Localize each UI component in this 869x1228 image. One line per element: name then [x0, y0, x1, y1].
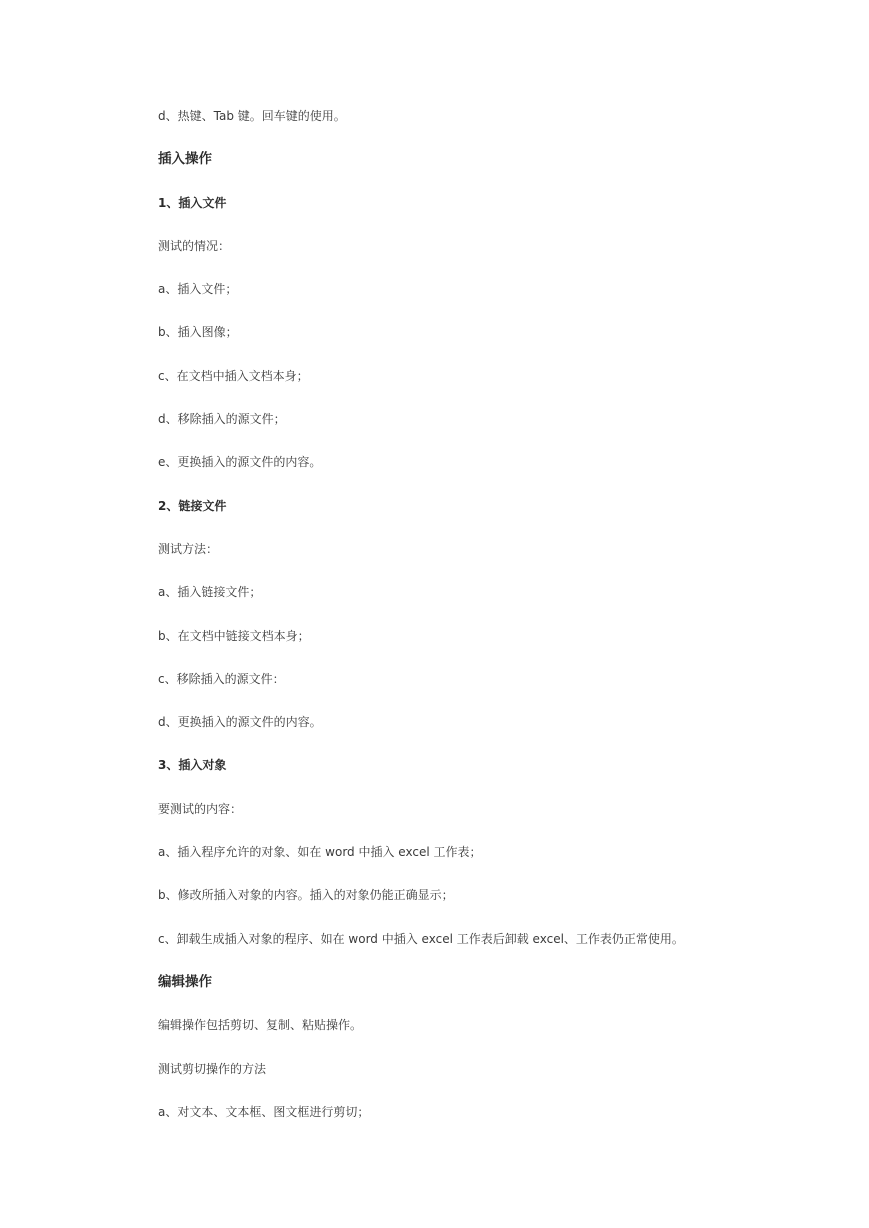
- heading-insert-operations: 插入操作: [158, 151, 212, 168]
- subheading-insert-file: 1、插入文件: [158, 195, 227, 210]
- paragraph-test-method: 测试方法：: [158, 541, 219, 556]
- subheading-link-file: 2、链接文件: [158, 498, 227, 513]
- list-item: d、更换插入的源文件的内容。: [158, 715, 322, 730]
- paragraph-test-cases: 测试的情况：: [158, 238, 231, 253]
- paragraph-test-content: 要测试的内容：: [158, 801, 243, 816]
- list-item: c、在文档中插入文档本身；: [158, 368, 309, 383]
- list-item: b、修改所插入对象的内容。插入的对象仍能正确显示；: [158, 888, 454, 903]
- list-item: d、移除插入的源文件；: [158, 412, 286, 427]
- paragraph-hotkeys: d、热键、Tab 键。回车键的使用。: [158, 109, 346, 123]
- heading-edit-operations: 编辑操作: [158, 973, 212, 990]
- list-item: a、插入链接文件；: [158, 585, 262, 600]
- list-item: c、卸载生成插入对象的程序、如在 word 中插入 excel 工作表后卸载 excel、工作表仍正常使用。: [158, 931, 684, 946]
- subheading-insert-object: 3、插入对象: [158, 758, 227, 773]
- list-item: b、插入图像；: [158, 325, 238, 340]
- list-item: a、插入文件；: [158, 282, 238, 297]
- list-item: a、插入程序允许的对象、如在 word 中插入 excel 工作表；: [158, 845, 482, 860]
- list-item: a、对文本、文本框、图文框进行剪切；: [158, 1104, 370, 1119]
- document-body: [158, 106, 818, 1145]
- paragraph-cut-test-method: 测试剪切操作的方法: [158, 1061, 267, 1076]
- paragraph-edit-intro: 编辑操作包括剪切、复制、粘贴操作。: [158, 1018, 363, 1033]
- list-item: e、更换插入的源文件的内容。: [158, 455, 322, 470]
- list-item: b、在文档中链接文档本身；: [158, 628, 310, 643]
- list-item: c、移除插入的源文件：: [158, 671, 285, 686]
